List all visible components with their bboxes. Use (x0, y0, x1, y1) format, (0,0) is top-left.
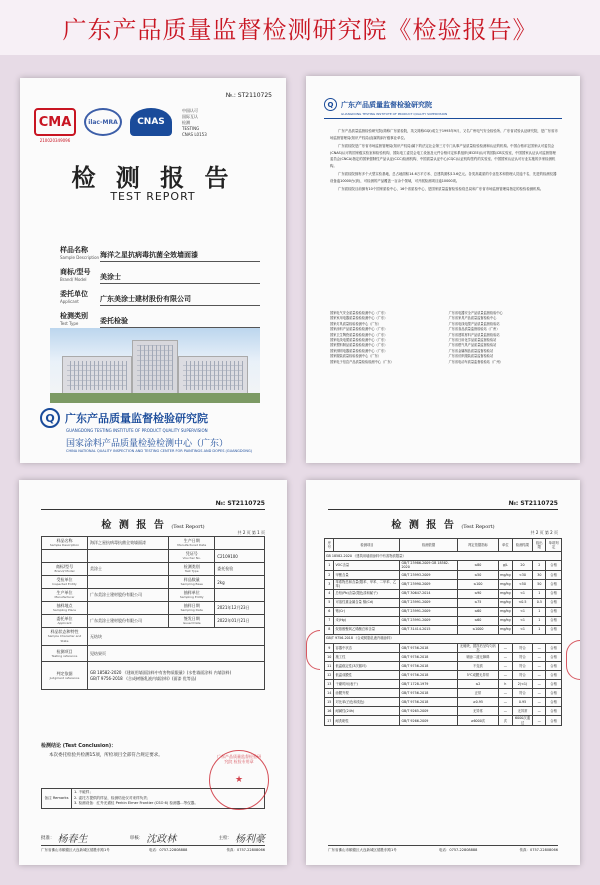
table-row: 15 对比率(白色和浅色) GB/T 9756-2018 ≥0.95 — 0.95 — 合格 (325, 698, 562, 707)
cover-field: 检测类别 Test Type 委托检验 (60, 312, 260, 328)
table-row: 8 烷基酚聚氧乙烯醚总和含量 GB/T 31414-2015 ≤1000 mg/kg <1 1 合格 (325, 625, 562, 634)
cnas-note: 中国认可 国际互认 检测 TESTING CNAS L0153 (182, 108, 207, 137)
section-row: GB 18582-2020 《建筑用墙面涂料中有害物质限量》 (325, 552, 562, 561)
institute-block (40, 408, 272, 453)
table-row: 样品名称 Sample Description 海洋之星抗病毒抗菌全效墙面漆 生产日期 Manufactured Date (42, 537, 265, 550)
center-list-item: 国家灯具质量检验检测中心（广东） 广东省电线电缆产品质量监督检验站 (330, 321, 500, 326)
center-list-item: 国家服装质量检验检测中心（广东） 广东省纺织服装质量监督检验站 (330, 354, 494, 359)
page-footer: 广东省佛山市顺德区大良新城区德胜东路1号 电话：0757-22808888 传真：0757-22808066 (328, 845, 558, 853)
center-list-item: 国家家用电器质量检验检测中心（广东） 广东省家具产品质量监督检验中心 (330, 316, 497, 321)
table-row: 抽样地点 Sampling Place 抽样日期 Sampling Date 2021年12月23日 (42, 602, 265, 615)
divider (41, 509, 265, 510)
divider (328, 509, 558, 510)
report-page-1 (19, 480, 287, 865)
cma-icon: CMA (34, 108, 76, 136)
table-row: 11 低温稳定性(3次循环) GB/T 9756-2018 不变质 — 符合 — 合格 (325, 662, 562, 671)
remark-line: 3. 检测设备：红外光谱仪 Perkin Elmer Frontier (CSO 6) 检测器...等仪器。 (74, 801, 198, 805)
table-row: 1 VOC含量 GB/T 23986-2009 GB 18582-2020 ≤80 g/L 20 2 合格 (325, 561, 562, 571)
test-conclusion: 检测结论 (Test Conclusion)： 本次委托检验共检测15项，所检项目全部符合规定要求。 (41, 743, 163, 758)
intro-institute-name: 广东产品质量监督检验研究院 (341, 100, 432, 109)
cma-logo (34, 108, 76, 143)
center-list-item: 国家卫生陶瓷质量检验检测中心（广东） 广东省建筑材料产品质量监督检验站 (330, 332, 500, 337)
cover-title-en: TEST REPORT (110, 190, 196, 203)
table-row: 17 耐洗刷性 GB/T 9266-2009 ≥6000次 次 6000次通过 — 合格 (325, 716, 562, 726)
center-list-item: 国家塑料制品质量检验检测中心（广东） 广东省燃气具产品质量监督检验站 (330, 343, 497, 348)
divider (324, 118, 562, 119)
center-name-en: CHINA NATIONAL QUALITY INSPECTION AND TESTING CENTER FOR PAINTINGS AND DOPES (GUANGDONG) (66, 449, 253, 453)
table-row: 委托单位 Applicant 广东美涂士建材股份有限公司 签发日期 Issued Date 2022年01月21日 (42, 615, 265, 628)
page-indicator: 共 2 页 第 2 页 (530, 530, 558, 535)
ilac-icon: ilac-MRA (84, 108, 122, 136)
table-row: 6 铬(Cr) GB/T 23991-2009 ≤60 mg/kg <1 1 合格 (325, 607, 562, 616)
table-row: 14 涂膜外观 GB/T 9756-2018 正常 — 符合 — 合格 (325, 689, 562, 698)
table-row: 检测项目 Testing reference 见结果页 (42, 646, 265, 662)
report-page-2 (306, 480, 580, 865)
table-row: 5 可溶性重金属含量 镉(Cd) GB/T 23991-2009 ≤75 mg/kg <0.5 0.5 合格 (325, 598, 562, 607)
cover-page (20, 78, 286, 463)
report-number: №.: ST2110725 (225, 92, 272, 99)
edge-seal-icon (306, 630, 320, 670)
center-list-item: 国家照明电器质量检验检测中心（广东） 广东省金属制品质量监督检验站 (330, 348, 494, 353)
report-title: 检 测 报 告 (Test Report) (101, 520, 205, 531)
applicant-value: 广东美涂士建材股份有限公司 (100, 294, 260, 306)
cover-fields (60, 246, 260, 334)
section-row: GB/T 9756-2018 《合成树脂乳液内墙涂料》 (325, 634, 562, 643)
cover-title: 检 测 报 告 (71, 163, 235, 192)
intro-header (324, 98, 432, 111)
sample-name-value: 海洋之星抗病毒抗菌全效墙面漆 (100, 250, 260, 262)
report-number: №: ST2110725 (215, 500, 265, 507)
table-row: 样品状态和特性 Sample Character and State 无结块 (42, 628, 265, 646)
reviewer-signature: 审核： 沈政林 (129, 834, 177, 845)
page-footer: 广东省佛山市顺德区大良新城区德胜东路1号 电话：0757-22808888 传真：0757-22808066 (41, 845, 265, 853)
table-row: 2 甲醛含量 GB/T 23993-2009 ≤50 mg/kg <30 30 合格 (325, 570, 562, 579)
intro-page (306, 76, 580, 463)
official-seal-icon: 广东产品质量监督检验研究院 检验专用章 ★ (209, 750, 269, 810)
table-row: 3 苯系物总和含量(限苯、甲苯、二甲苯、乙苯) GB/T 23990-2009 ≤100 mg/kg <50 50 合格 (325, 579, 562, 589)
table-row: 受检单位 Inspected Entity 样品数量 Sampling Base 2kg (42, 576, 265, 589)
ilac-logo (84, 108, 122, 136)
edge-seal-icon (566, 640, 580, 680)
remark-line: 1. 不破样； (74, 790, 93, 794)
center-list (330, 311, 558, 365)
cma-number: 210020349096 (39, 138, 71, 143)
cover-field: 样品名称 Sample Description 海洋之星抗病毒抗菌全效墙面漆 (60, 246, 260, 262)
remark-line: 2. 委托方提供的样品，检测结论仅对来样负责； (74, 795, 151, 800)
center-list-item: 国家涂料产品质量检验检测中心（广东） 广东省食品质量监督检验站（广州） (330, 327, 500, 332)
table-row: 商标/型号 Brand/ Model 美涂士 检测类别 Test Type 委托检验 (42, 563, 265, 576)
table-row: 凭证号 Voucher No. C2109100 (42, 550, 265, 563)
tester-signature: 主检： 杨利豪 (218, 834, 265, 845)
center-name: 国家涂料产品质量检验检测中心（广东） (66, 439, 229, 449)
report-title: 检 测 报 告 (Test Report) (391, 520, 495, 531)
table-row: 12 低温成膜性 GB/T 9756-2018 5℃成膜无异常 — 符合 — 合格 (325, 671, 562, 680)
sample-info-table (41, 536, 265, 690)
signatures (41, 830, 265, 845)
table-row: 13 干燥时间(表干) GB/T 1728-1979 ≤2 h 2(<1) — 合格 (325, 680, 562, 689)
center-list-item: 国家电线电缆质量检验检测中心（广东） 广东省日用化学品质量监督检验站 (330, 338, 497, 343)
cover-field: 商标/型号 Brand/ Model 美涂士 (60, 268, 260, 284)
brand-value: 美涂士 (100, 272, 260, 284)
center-list-item: 国家电子信息产品质量检验检测中心（广东） 广东省电动车质量监督检验站（广州） (330, 359, 503, 364)
center-list-item: 国家电气安全质量检验检测中心（广东） 广东省电器安全产品质量监督检验中心 (330, 311, 503, 315)
cover-field: 委托单位 Applicant 广东美涂士建材股份有限公司 (60, 290, 260, 306)
approver-signature: 批准： 杨春生 (41, 834, 88, 845)
institute-logo-icon: Q (40, 408, 60, 428)
remarks-label: 备注 Remarks (42, 789, 72, 809)
institute-name: 广东产品质量监督检验研究院 (65, 412, 208, 425)
accreditation-logos (34, 108, 207, 143)
table-row: 10 施工性 GB/T 9756-2018 刷涂二道无障碍 — 符合 — 合格 (325, 653, 562, 662)
table-row: 4 总铅(Pb)含量(限色漆和腻子) GB/T 30647-2014 ≤90 mg/kg <1 1 合格 (325, 589, 562, 598)
page-indicator: 共 2 页 第 1 页 (237, 530, 265, 535)
table-row: 判定依据 Judgment reference GB 18582-2020 《建筑用墙面涂料中有害物质限量》(水性墙面涂料 内墙涂料) GB/T 9756-2018 《合成树脂乳液内墙涂料》(面漆 优等品) (42, 662, 265, 690)
header-banner (0, 0, 600, 55)
institute-logo-icon: Q (324, 98, 337, 111)
institute-name-en: GUANGDONG TESTING INSTITUTE OF PRODUCT QUALITY SUPERVISION (66, 428, 208, 433)
cnas-logo (130, 108, 172, 136)
report-number: №: ST2110725 (508, 500, 558, 507)
building-image (50, 328, 260, 403)
intro-text: 广东产品质量监督检验研究院(简称广东质检院，英文简称GQI)成立于1993年9月，又名广州电气安全检验所、广东省试验认证研究院，是广东省市场监督管理局(知识产权局)直属的副厅级事业单位。 广东质检院是广东省市场监督管理局(知识产权局)属下的法定社会第三方专门从事产品质量检验检测和认证的机构。中国合格评定国家认可委员会(CNAS)认可的国家级实验室和检验机构，国际电工委员会电工设备及元件合格评定体系组织(IECEE)认可的国际CB实验室，中国国家认证认可监督管理委员会(CNCA)指定的国家强制性产品认证(CCC)检测机构、中国质量认证中心(CQC)认证机构签约的实验室、中国国家认证认可行业实施的多家检测机构。 广东质检院拥有多个大型实验基地，总占地面积14.6万平方米、总建筑面积13.6亿元。各类高素质的专业技术和管理人员逾千名，先进的检测仪器设备逾10000台(套)，可检测的产品覆盖一百余个领域，可开展检测项目逾10000项。 广东质检院目前拥有10个国家质检中心、16个省质检中心，是国家质量监督检验检疫总局和广东省市场监督管理局指定的检验检测机构。 (330, 129, 558, 191)
results-table (324, 538, 562, 726)
table-row: 16 耐碱性(24h) GB/T 9265-2009 无异常 — 无异常 — 合格 (325, 707, 562, 716)
cnas-icon: CNAS (130, 108, 172, 136)
table-header-row: 序号 检测项目 检测依据 判定依据指标 单位 检测结果 检出限 单项判定 (325, 539, 562, 552)
table-row: 生产单位 Manufacturer 广东美涂士建材股份有限公司 抽样单位 Sampling Entity (42, 589, 265, 602)
table-row: 9 容器中状态 GB/T 9756-2018 无硬块，搅拌后呈均匀状态 — 符合 — 合格 (325, 643, 562, 653)
intro-institute-name-en: GUANGDONG TESTING INSTITUTE OF PRODUCT QUALITY SUPERVISION (341, 112, 448, 116)
test-type-value: 委托检验 (100, 316, 260, 328)
table-row: 7 汞(Hg) GB/T 23991-2009 ≤60 mg/kg <1 1 合格 (325, 616, 562, 625)
banner-title: 广东产品质量监督检测研究院《检验报告》 (62, 16, 538, 44)
